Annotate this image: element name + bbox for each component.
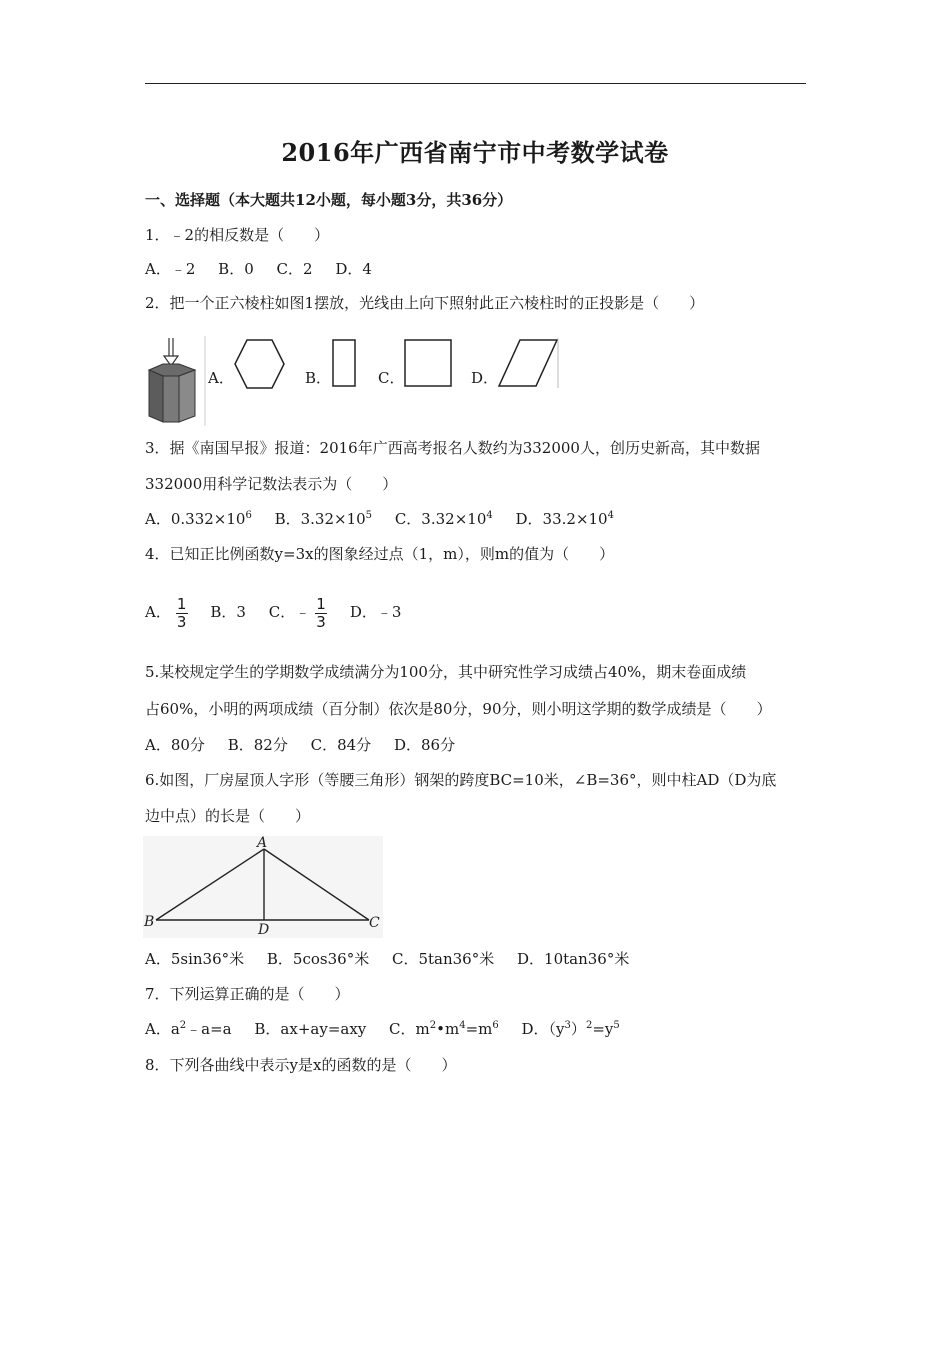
q6-options bbox=[145, 949, 647, 969]
q4-option-b: B．3 bbox=[210, 603, 246, 621]
q4-option-d: D．﹣3 bbox=[349, 603, 402, 621]
q1-option-a: A．﹣2 bbox=[145, 260, 196, 278]
q5-options bbox=[145, 735, 473, 755]
q3-option-d: D．$33.2\times 10^4$ bbox=[515, 510, 614, 528]
option-c-rectangle-shape bbox=[405, 340, 451, 386]
q5-option-c: C．84分 bbox=[310, 736, 372, 754]
q5-stem-line2: 占60%，小明的两项成绩（百分制）依次是80分，90分，则小明这学期的数学成绩是（ ） bbox=[145, 700, 772, 718]
q5-option-b: B．82分 bbox=[227, 736, 288, 754]
q1-option-d: D．4 bbox=[335, 260, 372, 278]
q6-triangle-figure bbox=[140, 835, 390, 940]
q5-option-d: D．86分 bbox=[393, 736, 456, 754]
vertex-label-a: A bbox=[257, 835, 268, 851]
q6-option-a: A．5sin36°米 bbox=[145, 950, 245, 968]
q2-option-a-label: A． bbox=[208, 369, 234, 387]
q7-option-b: B．ax+ay=axy bbox=[254, 1020, 367, 1038]
q2-option-b-label: B． bbox=[305, 369, 332, 387]
q1-stem: 1．﹣2的相反数是（ ） bbox=[145, 226, 330, 244]
header-rule bbox=[145, 83, 806, 84]
fraction-one-third: $\frac{1}{3}$ bbox=[316, 594, 326, 631]
q3-option-a: A．$0.332\times 10^6$ bbox=[145, 510, 252, 528]
q3-stem-line2: 332000用科学记数法表示为（ ） bbox=[145, 475, 398, 493]
q3-stem-line1: 3．据《南国早报》报道：2016年广西高考报名人数约为332000人，创历史新高，其中数据 bbox=[145, 439, 760, 457]
hexagonal-prism-figure bbox=[149, 336, 205, 426]
q6-option-b: B．5cos36°米 bbox=[266, 950, 370, 968]
q4-stem: 4．已知正比例函数y=3x的图象经过点（1，m），则m的值为（ ） bbox=[145, 545, 615, 563]
q3-options bbox=[145, 509, 632, 529]
option-b-rectangle-shape bbox=[333, 340, 355, 386]
q6-option-d: D．10tan36°米 bbox=[517, 950, 630, 968]
q5-option-a: A．80分 bbox=[145, 736, 205, 754]
q1-option-b: B．0 bbox=[218, 260, 254, 278]
vertex-label-c: C bbox=[369, 915, 380, 931]
q5-stem-line1: 5.某校规定学生的学期数学成绩满分为100分，其中研究性学习成绩占40%，期末卷面成绩 bbox=[145, 663, 747, 681]
q7-option-d: D．$(y^3)^2=y^5$ bbox=[521, 1020, 620, 1038]
page-title: 2016年广西省南宁市中考数学试卷 bbox=[281, 138, 669, 167]
q6-stem-line2: 边中点）的长是（ ） bbox=[145, 807, 311, 825]
vertex-label-b: B bbox=[144, 914, 155, 930]
q3-option-b: B．$3.32\times 10^5$ bbox=[274, 510, 373, 528]
q6-stem-line1: 6.如图，厂房屋顶人字形（等腰三角形）钢架的跨度BC=10米，∠B=36°，则中柱AD（D为底 bbox=[145, 771, 777, 789]
vertex-label-d: D bbox=[258, 922, 270, 938]
option-d-parallelogram-shape bbox=[499, 340, 557, 386]
q8-stem: 8．下列各曲线中表示y是x的函数的是（ ） bbox=[145, 1056, 457, 1074]
q3-option-c: C．$3.32\times 10^4$ bbox=[394, 510, 493, 528]
q4-options bbox=[145, 592, 419, 632]
q7-option-c: C．$m^2•m^4=m^6$ bbox=[389, 1020, 499, 1038]
q1-option-c: C．2 bbox=[276, 260, 313, 278]
q2-stem: 2．把一个正六棱柱如图1摆放，光线由上向下照射此正六棱柱时的正投影是（ ） bbox=[145, 294, 705, 312]
q7-stem: 7．下列运算正确的是（ ） bbox=[145, 985, 350, 1003]
q7-option-a: A．$a^2﹣a=a$ bbox=[145, 1020, 232, 1038]
q1-options bbox=[145, 259, 390, 279]
q2-option-d-label: D． bbox=[471, 369, 499, 387]
section-heading: 一、选择题（本大题共12小题，每小题3分，共36分） bbox=[145, 191, 513, 209]
q6-option-c: C．5tan36°米 bbox=[391, 950, 495, 968]
q4-option-c: C．﹣ $\frac{1}{3}$ bbox=[268, 594, 326, 631]
option-a-hexagon-shape bbox=[235, 340, 284, 388]
q2-option-c-label: C． bbox=[378, 369, 405, 387]
fraction-one-third: $\frac{1}{3}$ bbox=[176, 594, 187, 631]
q7-options bbox=[145, 1019, 638, 1039]
q4-option-a: A． $\frac{1}{3}$ bbox=[145, 594, 187, 631]
